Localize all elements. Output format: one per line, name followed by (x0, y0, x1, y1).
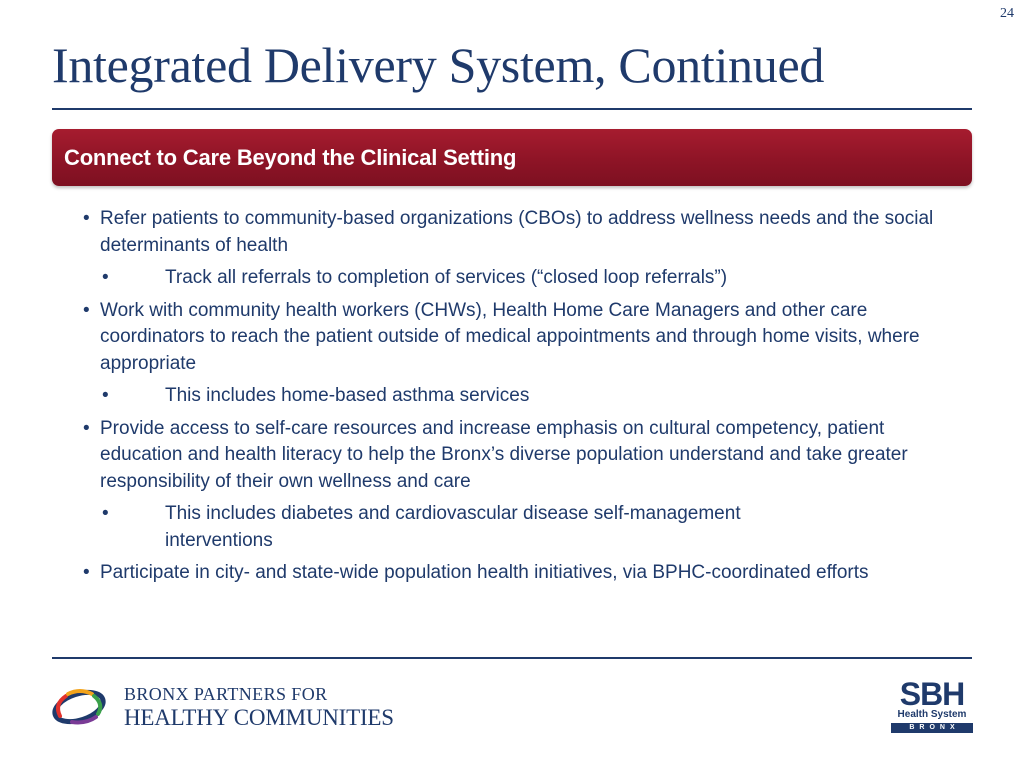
bullet-item: • Participate in city- and state-wide population health initiatives, via BPHC-coordinated efforts (80, 560, 960, 587)
bullet-item: • Refer patients to community-based organizations (CBOs) to address wellness needs and the social determinants of health (80, 206, 960, 259)
sbh-bronx-bar: BRONX (891, 723, 973, 733)
bphc-name-line1: BRONX PARTNERS FOR (124, 684, 328, 704)
sbh-wordmark: SBH (899, 676, 965, 712)
sub-bullet-item: • Track all referrals to completion of services (“closed loop referrals”) (80, 265, 845, 292)
bphc-swirl-icon (50, 686, 108, 728)
slide-title: Integrated Delivery System, Continued (52, 37, 825, 93)
sbh-subtitle: Health System (897, 709, 967, 720)
bphc-logo (50, 682, 394, 732)
bullet-list (80, 206, 960, 593)
section-banner (52, 129, 972, 186)
banner-title: Connect to Care Beyond the Clinical Setting (64, 144, 517, 170)
bphc-name-line2: HEALTHY COMMUNITIES (124, 705, 394, 730)
sub-bullet-item: • This includes home-based asthma services (80, 383, 845, 410)
title-divider (52, 108, 972, 110)
bullet-item: • Work with community health workers (CHWs), Health Home Care Managers and other care coordinators to reach the patient outside of medical appointments and through home visits, where appropriate (80, 298, 960, 378)
footer-divider (52, 657, 972, 659)
page-number: 24 (1000, 6, 1014, 21)
sub-bullet-item: • This includes diabetes and cardiovascular disease self-management interventions (80, 501, 845, 554)
bullet-item: • Provide access to self-care resources and increase emphasis on cultural competency, patient education and health literacy to help the Bronx’s diverse population understand and take greater responsibility of their own wellness and care (80, 416, 960, 496)
sbh-logo (891, 676, 973, 733)
